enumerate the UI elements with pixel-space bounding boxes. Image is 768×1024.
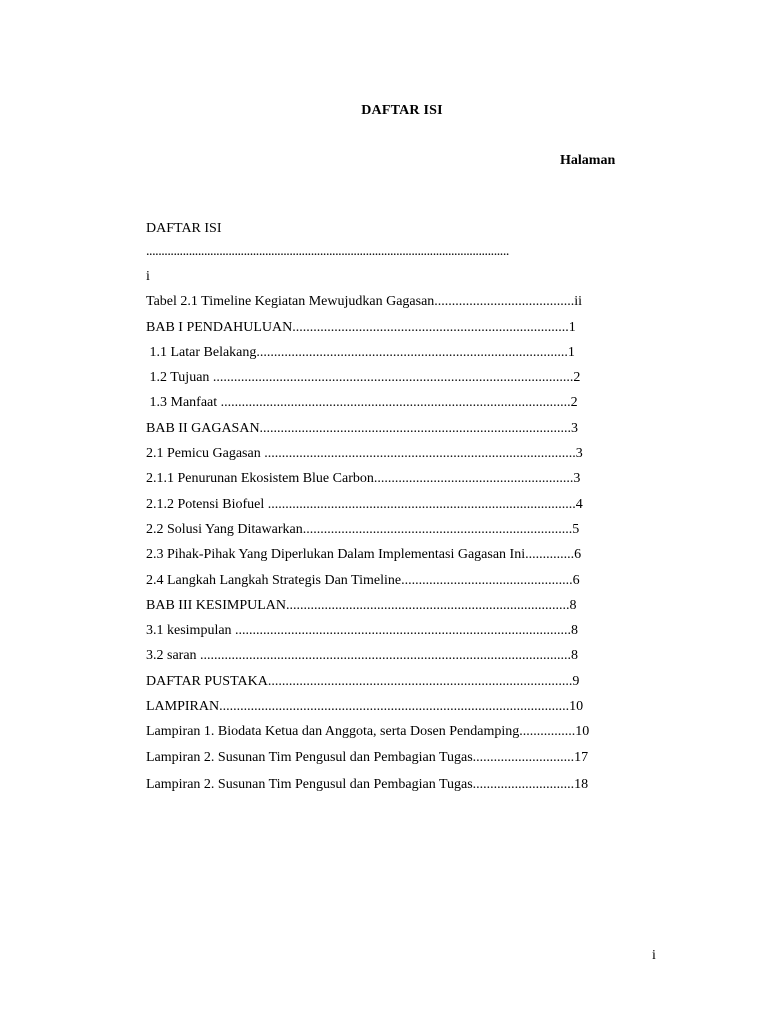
- toc-entry: 2.1.2 Potensi Biofuel ........................................................................................4: [146, 496, 583, 512]
- toc-entry: 3.1 kesimpulan ................................................................................................8: [146, 623, 579, 639]
- toc-entry: 2.3 Pihak-Pihak Yang Diperlukan Dalam Implementasi Gagasan Ini..............6: [146, 547, 582, 563]
- toc-entry: Lampiran 2. Susunan Tim Pengusul dan Pembagian Tugas.............................18: [146, 776, 589, 792]
- toc-entry: 1.1 Latar Belakang.........................................................................................1: [146, 344, 575, 360]
- page-title: DAFTAR ISI: [361, 103, 443, 118]
- toc-entry: DAFTAR PUSTAKA.......................................................................................9: [146, 673, 580, 689]
- toc-entry-page: i: [146, 269, 150, 284]
- toc-entry: BAB I PENDAHULUAN...............................................................................1: [146, 319, 576, 335]
- toc-entry: LAMPIRAN....................................................................................................10: [146, 699, 584, 715]
- toc-entry: 3.2 saran ..........................................................................................................8: [146, 648, 579, 664]
- toc-entry: 2.1.1 Penurunan Ekosistem Blue Carbon.........................................................3: [146, 471, 581, 487]
- toc-entry: 1.3 Manfaat ....................................................................................................2: [146, 395, 578, 411]
- page-column-header: Halaman: [560, 153, 616, 168]
- toc-entry: BAB II GAGASAN.........................................................................................3: [146, 420, 579, 436]
- toc-entry: 2.1 Pemicu Gagasan .........................................................................................3: [146, 446, 583, 462]
- toc-entry: 2.4 Langkah Langkah Strategis Dan Timeline.................................................6: [146, 572, 580, 588]
- table-of-contents: [146, 220, 746, 801]
- toc-entry: 2.2 Solusi Yang Ditawarkan.............................................................................5: [146, 521, 580, 537]
- toc-entry: BAB III KESIMPULAN.................................................................................8: [146, 597, 577, 613]
- toc-entry: Lampiran 2. Susunan Tim Pengusul dan Pembagian Tugas.............................17: [146, 749, 589, 765]
- toc-entry: Tabel 2.1 Timeline Kegiatan Mewujudkan Gagasan........................................ii: [146, 294, 583, 310]
- toc-entry: Lampiran 1. Biodata Ketua dan Anggota, serta Dosen Pendamping................10: [146, 724, 590, 740]
- page-number: i: [652, 948, 656, 963]
- toc-entry: 1.2 Tujuan .......................................................................................................2: [146, 370, 581, 386]
- toc-entry-label: DAFTAR ISI: [146, 221, 222, 236]
- toc-entry-dots: .......................................................................................................................: [146, 244, 509, 259]
